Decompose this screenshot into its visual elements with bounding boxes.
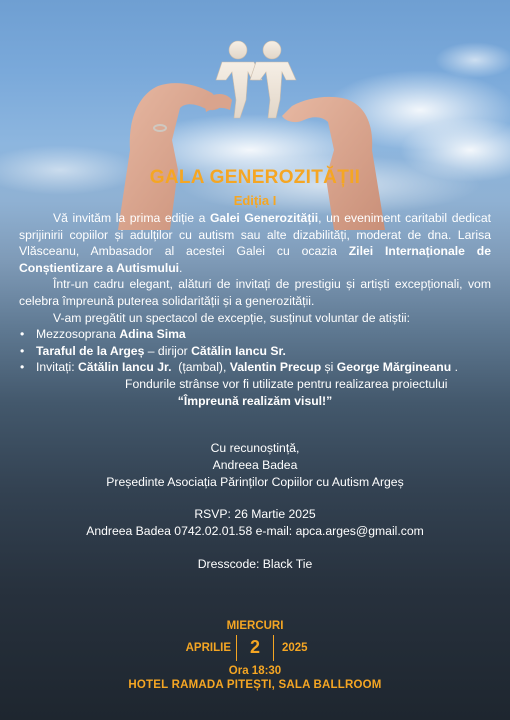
intro-paragraph [19, 210, 491, 276]
list-item [19, 326, 491, 343]
artist-name: Valentin Precup [229, 360, 322, 375]
awareness-day: Zilei Internaționale de Conștientizare a Autismului [19, 244, 491, 275]
date-divider [273, 635, 274, 661]
list-item [19, 343, 491, 360]
project-title: “Împreună realizăm visul!” [177, 393, 333, 408]
artist-role: (țambal), [171, 360, 230, 375]
funds-line: Fondurile strânse vor fi utilizate pentru realizarea proiectului [125, 376, 448, 391]
bullet-icon: • [20, 343, 25, 358]
date-year: 2025 [282, 642, 308, 654]
artist-role: Invitați: [36, 360, 78, 375]
artist-name: Taraful de la Argeș [36, 343, 145, 358]
artist-name: Cătălin Iancu Jr. [78, 360, 172, 375]
event-time: Ora 18:30 [228, 665, 282, 677]
date-month: APRILIE [185, 642, 231, 654]
bullet-icon: • [20, 327, 25, 342]
weekday: MIERCURI [226, 620, 284, 632]
artist-list [19, 326, 491, 376]
intro-text-cont: , un eveniment caritabil dedicat sprijinirii copiilor și adulților cu autism sau alte dizabilități, moderat de dna. Larisa Vlăsceanu, Ambasador al acestei Galei cu ocazia [19, 211, 491, 259]
gala-name: Galei Generozității [209, 211, 319, 225]
program-paragraph: V-am pregătit un spectacol de excepție, susținut voluntar de atiștii: [53, 310, 411, 325]
date-row [0, 635, 510, 661]
bullet-icon: • [20, 360, 25, 375]
closing-block [0, 440, 510, 573]
thanks-line: Cu recunoștință, [210, 441, 300, 455]
artist-name: Cătălin Iancu Sr. [191, 343, 286, 358]
event-edition: Ediția I [233, 193, 277, 208]
list-period: . [451, 360, 458, 375]
rsvp-line: RSVP: 26 Martie 2025 [194, 507, 316, 522]
event-title: GALA GENEROZITĂȚII [149, 167, 361, 188]
event-details [0, 620, 510, 691]
project-name [19, 393, 491, 410]
signer-role: Președinte Asociația Părinților Copiilor cu Autism Argeș [106, 474, 404, 489]
invitation-body [19, 210, 491, 409]
intro-period: . [179, 260, 183, 275]
setting-paragraph: Într-un cadru elegant, alături de invitați de prestigiu și artiști excepționali, vom celebra împreună puterea solidarității și a generozității. [19, 277, 491, 308]
artist-role: – dirijor [144, 343, 192, 358]
artist-name: George Mărgineanu [336, 360, 452, 375]
dresscode-line: Dresscode: Black Tie [197, 556, 313, 571]
date-day: 2 [249, 637, 260, 657]
date-divider [236, 635, 237, 661]
conjunction-text: și [321, 360, 337, 375]
event-venue: HOTEL RAMADA PITEȘTI, SALA BALLROOM [128, 679, 382, 691]
list-item [19, 359, 491, 376]
artist-role: Mezzosoprana [36, 327, 120, 342]
intro-text: Vă invităm la prima ediție a [53, 211, 210, 225]
signer-name: Andreea Badea [212, 457, 298, 472]
contact-line: Andreea Badea 0742.02.01.58 e-mail: apca.arges@gmail.com [86, 524, 424, 539]
artist-name: Adina Sima [119, 327, 186, 342]
